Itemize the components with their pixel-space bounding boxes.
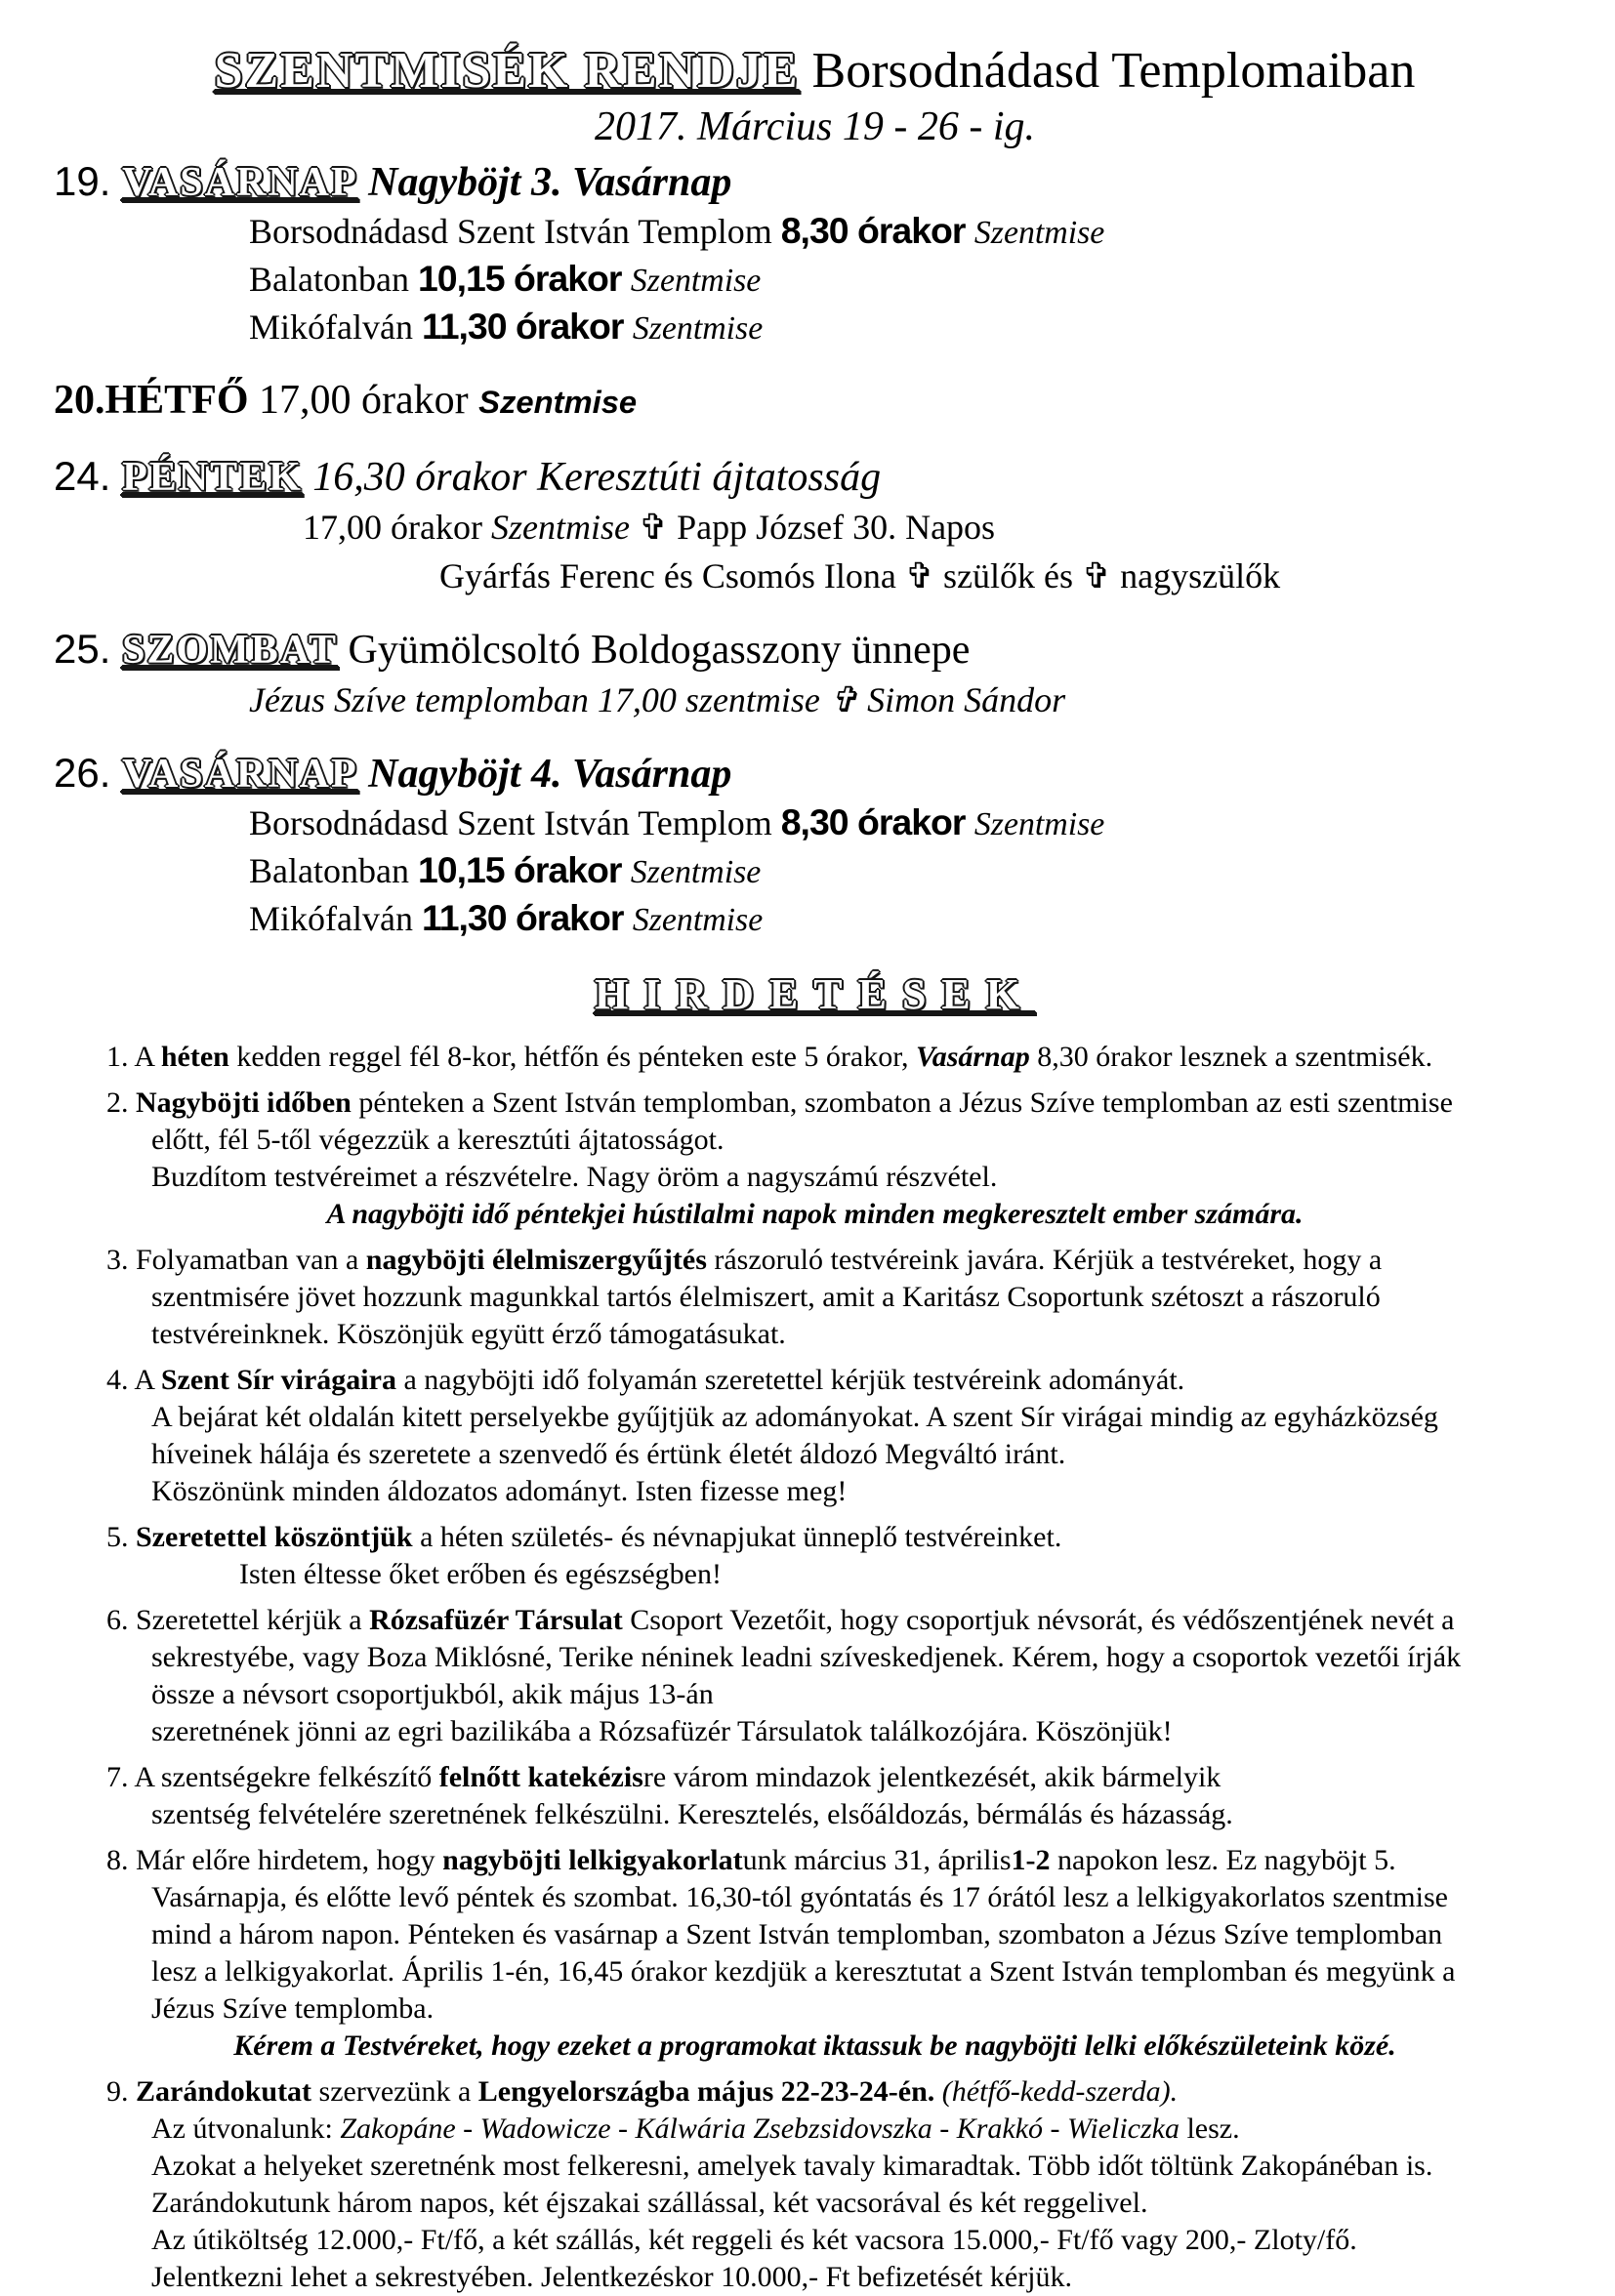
announcement-2-cont (54, 1122, 1576, 1159)
announcement-8 (54, 1842, 1576, 1879)
announcement-8-cont (54, 1953, 1576, 1990)
text-segment: Kérem a Testvéreket, hogy ezeket a programokat iktassuk be nagyböjti lelki előkészületeink közé. (233, 2030, 1396, 2062)
mass-line (54, 847, 1576, 895)
text-segment: Nagyböjt 3. Vasárnap (357, 160, 732, 205)
announcements-heading-text: HIRDETÉSEK (595, 970, 1035, 1018)
announcement-9-cont (54, 2111, 1576, 2148)
mass-line (54, 552, 1576, 600)
text-segment: A nagyböjti idő péntekjei hústilalmi napok minden megkeresztelt ember számára. (326, 1198, 1304, 1230)
announcement-4-cont (54, 1473, 1576, 1510)
mass-line (54, 304, 1576, 351)
text-segment: 6. Szeretettel kérjük a (106, 1604, 370, 1636)
mass-line (54, 503, 1576, 552)
text-segment: Rózsafüzér Társulat (369, 1604, 623, 1636)
text-segment: 5. (106, 1521, 136, 1553)
text-segment: össze a névsort csoportjukból, akik május 13-án (151, 1678, 714, 1710)
document-subtitle: 2017. Március 19 - 26 - ig. (594, 104, 1036, 149)
text-segment: 8,30 órakor (780, 210, 974, 251)
document-title-decorated: SZENTMISÉK RENDJE (214, 43, 800, 99)
document-title (54, 41, 1576, 102)
text-segment: Borsodnádasd Szent István Templom (249, 212, 781, 251)
text-segment: mind a három napon. Pénteken és vasárnap a Szent István templomban, szombaton a Jézus Szíve templomban (151, 1918, 1443, 1950)
announcement-6-cont (54, 1676, 1576, 1713)
mass-schedule-section (54, 156, 1576, 943)
announcement-3-cont (54, 1279, 1576, 1316)
text-segment: Zarándokutat (136, 2075, 312, 2108)
text-segment: Nagyböjti időben (136, 1086, 352, 1119)
text-segment: 17,00 órakor (303, 508, 491, 547)
text-segment: szentmisére jövet hozzunk magunkkal tartós élelmiszert, amit a Karitász Csoportunk szétoszt a rászoruló (151, 1281, 1381, 1313)
text-segment: Szentmise (632, 902, 764, 938)
text-segment: 17,00 órakor (259, 378, 479, 423)
text-segment: Borsodnádasd Szent István Templom (249, 803, 781, 842)
mass-line (54, 676, 1576, 724)
announcement-note (54, 2028, 1576, 2065)
text-segment: 7. A szentségekre felkészítő (106, 1761, 439, 1793)
text-segment: szentség felvételére szeretnének felkészülni. Keresztelés, elsőáldozás, bérmálás és házasság. (151, 1798, 1233, 1830)
text-segment: A bejárat két oldalán kitett perselyekbe gyűjtjük az adományokat. A szent Sír virágai mindig az egyházközség (151, 1401, 1438, 1433)
text-segment: 4. A (106, 1364, 161, 1396)
announcement-9-cont (54, 2222, 1576, 2259)
text-segment: felnőtt katekézis (438, 1761, 643, 1793)
announcement-7-cont (54, 1796, 1576, 1833)
text-segment: SZOMBAT (122, 628, 338, 673)
text-segment: Gyümölcsoltó Boldogasszony ünnepe (338, 628, 971, 673)
announcement-2-cont (54, 1159, 1576, 1196)
text-segment: 11,30 órakor (421, 306, 633, 347)
text-segment: Balatonban (249, 260, 418, 299)
announcement-9-cont (54, 2148, 1576, 2185)
document-title-rest: Borsodnádasd Templomaiban (799, 43, 1416, 99)
announcement-9 (54, 2073, 1576, 2111)
text-segment: sekrestyébe, vagy Boza Miklósné, Terike néninek leadni szíveskedjenek. Kérem, hogy a csoportok vezetői írják (151, 1641, 1462, 1673)
announcement-5 (54, 1519, 1576, 1556)
text-segment: 24. (54, 453, 123, 499)
announcement-9-cont (54, 2185, 1576, 2222)
text-segment: 9. (106, 2075, 136, 2108)
text-segment: 1-2 (1011, 1844, 1051, 1876)
text-segment: Vasárnap (916, 1041, 1030, 1073)
day-header-25-szombat (54, 624, 1576, 676)
text-segment: Csoport Vezetőit, hogy csoportjuk névsorát, és védőszentjének nevét a (622, 1604, 1455, 1636)
text-segment: Zakopáne - Wadowicze - Kálwária Zsebzsidovszka - Krakkó - Wieliczka (340, 2112, 1180, 2145)
text-segment: Azokat a helyeket szeretnénk most felkeresni, amelyek tavaly kimaradtak. Több időt töltünk Zakopánéban is. (151, 2150, 1433, 2182)
text-segment: Szent Sír virágaira (160, 1364, 396, 1396)
text-segment: Balatonban (249, 851, 418, 890)
mass-line (54, 895, 1576, 943)
text-segment: lesz a lelkigyakorlat. Április 1-én, 16,45 órakor kezdjük a keresztutat a Szent István templomban és megyünk a (151, 1955, 1456, 1988)
announcement-6-cont (54, 1639, 1576, 1676)
text-segment: Szentmise (632, 310, 764, 347)
text-segment: Isten éltesse őket erőben és egészségben! (239, 1558, 722, 1590)
mass-line (54, 800, 1576, 847)
text-segment: 8,30 órakor (780, 801, 974, 842)
text-segment: nagyböjti élelmiszergyűjtés (365, 1244, 707, 1276)
text-segment: (hétfő-kedd-szerda). (934, 2075, 1179, 2108)
text-segment: Szentmise (630, 854, 762, 890)
day-header-26-vasarnap (54, 748, 1576, 800)
text-segment: a héten születés- és névnapjukat ünneplő testvéreinket. (412, 1521, 1062, 1553)
text-segment: VASÁRNAP (122, 752, 358, 797)
text-segment: lesz. (1179, 2112, 1240, 2145)
announcement-2 (54, 1085, 1576, 1122)
text-segment: Vasárnapja, és előtte levő péntek és szombat. 16,30-tól gyóntatás és 17 órától lesz a lelkigyakorlatos szentmise (151, 1881, 1448, 1913)
text-segment: Nagyböjt 4. Vasárnap (357, 752, 732, 797)
text-segment: 19. (54, 158, 123, 204)
text-segment: Mikófalván (249, 308, 422, 347)
announcement-4-cont (54, 1399, 1576, 1436)
announcement-9-cont (54, 2259, 1576, 2296)
text-segment: Szentmise (490, 508, 630, 547)
announcement-1 (54, 1039, 1576, 1076)
announcement-7 (54, 1759, 1576, 1796)
text-segment: testvéreinknek. Köszönjük együtt érző támogatásukat. (151, 1318, 786, 1350)
text-segment: kedden reggel fél 8-kor, hétfőn és pénteken este 5 órakor, (228, 1041, 917, 1073)
text-segment: 3. Folyamatban van a (106, 1244, 366, 1276)
text-segment: Jézus Szíve templomban 17,00 szentmise ✞ Simon Sándor (249, 680, 1066, 719)
announcement-5-cont (54, 1556, 1576, 1593)
text-segment: 8,30 órakor lesznek a szentmisék. (1029, 1041, 1433, 1073)
announcement-8-cont (54, 1916, 1576, 1953)
announcement-3-cont (54, 1316, 1576, 1353)
text-segment: 25. (54, 626, 123, 672)
text-segment: nagyböjti lelkigyakorlat (442, 1844, 743, 1876)
text-segment: 10,15 órakor (417, 849, 631, 890)
announcement-4-cont (54, 1436, 1576, 1473)
text-segment: Szeretettel köszöntjük (136, 1521, 413, 1553)
text-segment: szervezünk a (311, 2075, 478, 2108)
text-segment: Gyárfás Ferenc és Csomós Ilona ✞ szülők és ✞ nagyszülők (439, 556, 1281, 595)
text-segment: PÉNTEK (122, 455, 303, 500)
text-segment: héten (160, 1041, 229, 1073)
announcements-section (54, 1039, 1576, 2296)
day-header-24-pentek (54, 451, 1576, 503)
text-segment: Jelentkezni lehet a sekrestyében. Jelentkezéskor 10.000,- Ft befizetését kérjük. (151, 2261, 1072, 2293)
text-segment: Lengyelországba (477, 2075, 690, 2108)
text-segment: Mikófalván (249, 899, 422, 938)
text-segment: Jézus Szíve templomba. (151, 1992, 435, 2025)
text-segment: VASÁRNAP (122, 160, 358, 205)
text-segment: Zarándokutunk három napos, két éjszakai szállással, két vacsorával és két reggelivel. (151, 2187, 1148, 2219)
text-segment: re várom mindazok jelentkezését, akik bármelyik (642, 1761, 1222, 1793)
text-segment: Az útvonalunk: (151, 2112, 341, 2145)
text-segment: Szentmise (973, 215, 1105, 251)
text-segment: május 22-23-24-én. (689, 2075, 935, 2108)
text-segment: 26. (54, 750, 123, 796)
text-segment: híveinek hálája és szeretete a szenvedő és értünk életét áldozó Megváltó iránt. (151, 1438, 1066, 1470)
text-segment: 2. (106, 1086, 136, 1119)
announcement-6 (54, 1602, 1576, 1639)
text-segment: 16,30 órakor Keresztúti ájtatosság (302, 455, 882, 500)
day-header-19-vasarnap (54, 156, 1576, 208)
text-segment: a nagyböjti idő folyamán szeretettel kérjük testvéreink adományát. (395, 1364, 1185, 1396)
announcement-3 (54, 1242, 1576, 1279)
announcement-note (54, 1196, 1576, 1233)
text-segment: napokon lesz. Ez nagyböjt 5. (1050, 1844, 1396, 1876)
text-segment: ✞ Papp József 30. Napos (629, 508, 996, 547)
text-segment: Köszönünk minden áldozatos adományt. Isten fizesse meg! (151, 1475, 848, 1507)
text-segment: előtt, fél 5-től végezzük a keresztúti ájtatosságot. (151, 1124, 725, 1156)
text-segment: Szentmise (630, 263, 762, 299)
text-segment: pénteken a Szent István templomban, szombaton a Jézus Szíve templomban az esti szentmise (351, 1086, 1453, 1119)
text-segment: unk március 31, április (742, 1844, 1012, 1876)
mass-line (54, 208, 1576, 256)
text-segment: Szentmise (973, 806, 1105, 842)
announcement-4 (54, 1362, 1576, 1399)
text-segment: Az útiköltség 12.000,- Ft/fő, a két szállás, két reggeli és két vacsora 15.000,- Ft/fő vagy 200,- Zloty/fő. (151, 2224, 1357, 2256)
text-segment: Szentmise (478, 384, 638, 420)
day-header-20-hetfo (54, 375, 1576, 428)
text-segment: rászoruló testvéreink javára. Kérjük a testvéreket, hogy a (706, 1244, 1383, 1276)
text-segment: 1. A (106, 1041, 161, 1073)
text-segment: 20.HÉTFŐ (54, 378, 260, 423)
text-segment: 10,15 órakor (417, 258, 631, 299)
announcement-6-cont (54, 1713, 1576, 1750)
text-segment: szeretnének jönni az egri bazilikába a Rózsafüzér Társulatok találkozójára. Köszönjük! (151, 1715, 1173, 1747)
text-segment: Buzdítom testvéreimet a részvételre. Nagy öröm a nagyszámú részvétel. (151, 1161, 998, 1193)
text-segment: 8. Már előre hirdetem, hogy (106, 1844, 443, 1876)
mass-line (54, 256, 1576, 304)
announcement-8-cont (54, 1879, 1576, 1916)
text-segment: 11,30 órakor (421, 897, 633, 938)
announcement-8-cont (54, 1990, 1576, 2028)
announcements-heading (54, 968, 1576, 1021)
